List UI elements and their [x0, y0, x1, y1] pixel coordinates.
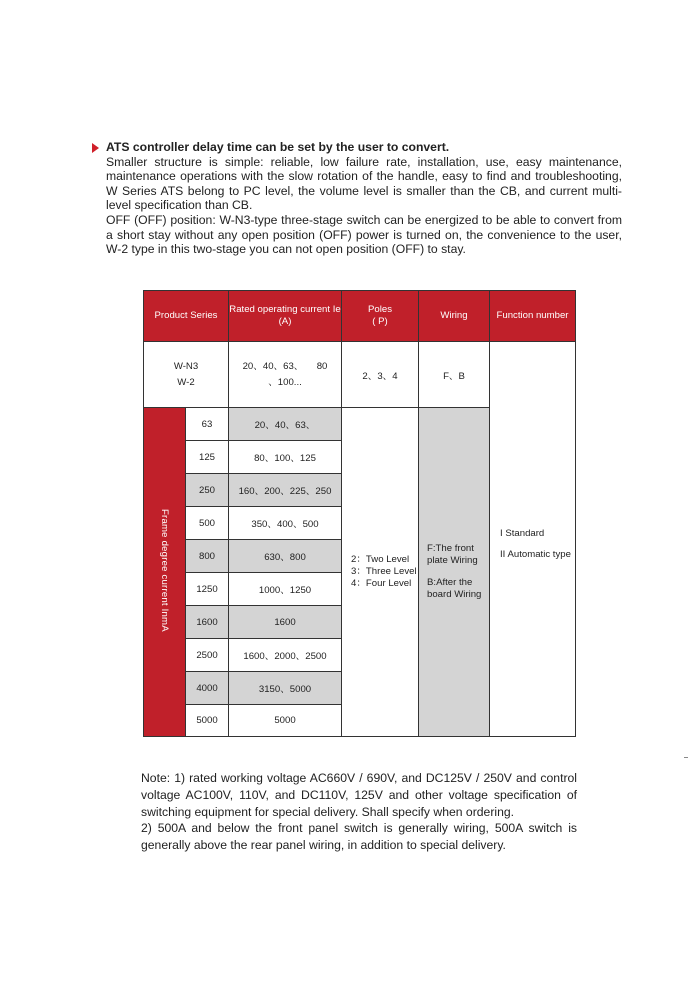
note-section [141, 770, 577, 854]
series-current-line2: 、100... [268, 376, 302, 388]
header-poles-line1: Poles [368, 304, 392, 315]
frame-value: 250 [186, 474, 229, 507]
header-rated-current-line2: (A) [278, 316, 292, 327]
frame-degree-label-cell [144, 408, 186, 737]
frame-current: 160、200、225、250 [229, 474, 342, 507]
frame-value: 2500 [186, 639, 229, 672]
note-line-2: 2) 500A and below the front panel switch is generally wiring, 500A switch is generally above the rear panel wiring, in addition to special delivery. [141, 821, 577, 853]
series-current-line1: 20、40、63、 80 [242, 360, 328, 372]
series-w-2: W-2 [177, 376, 195, 388]
wiring-back-line2: board Wiring [427, 589, 482, 600]
frame-current: 630、800 [229, 540, 342, 573]
header-poles [342, 291, 419, 342]
frame-current: 1600、2000、2500 [229, 639, 342, 672]
header-function-number: Function number [490, 291, 576, 342]
frame-current: 350、400、500 [229, 507, 342, 540]
wiring-front-line1: F:The front [427, 543, 474, 554]
frame-current: 20、40、63、 [229, 408, 342, 441]
header-rated-current [229, 291, 342, 342]
spec-table [143, 290, 576, 737]
frame-value: 5000 [186, 705, 229, 737]
frame-value: 1600 [186, 606, 229, 639]
poles-four-level: 4：Four Level [351, 578, 412, 589]
frame-current: 80、100、125 [229, 441, 342, 474]
intro-heading: ATS controller delay time can be set by the user to convert. [106, 140, 450, 154]
bullet-triangle-icon [92, 143, 99, 153]
header-product-series: Product Series [144, 291, 229, 342]
note-line-1: Note: 1) rated working voltage AC660V / 690V, and DC125V / 250V and control voltage AC100V, 110V, and DC110V, 125V and other voltage specification of switching equipment for special delivery. Shall specify when ordering. [141, 771, 577, 819]
cell-poles-detail [342, 408, 419, 737]
frame-value: 500 [186, 507, 229, 540]
cell-function-detail [490, 342, 576, 737]
series-w-n3: W-N3 [173, 360, 199, 372]
cell-series-poles: 2、3、4 [342, 342, 419, 408]
function-standard: I Standard [500, 527, 545, 539]
poles-two-level: 2：Two Level [351, 554, 410, 565]
header-rated-current-line1: Rated operating current Ie [229, 304, 341, 315]
frame-current: 5000 [229, 705, 342, 737]
cell-series [144, 342, 229, 408]
header-wiring: Wiring [419, 291, 490, 342]
table-row-series [144, 342, 576, 408]
margin-tick-mark [684, 757, 688, 758]
frame-current: 1000、1250 [229, 573, 342, 606]
frame-current: 1600 [229, 606, 342, 639]
frame-value: 1250 [186, 573, 229, 606]
frame-current: 3150、5000 [229, 672, 342, 705]
intro-heading-row [92, 140, 622, 155]
frame-value: 125 [186, 441, 229, 474]
intro-section [92, 140, 622, 257]
wiring-front-line2: plate Wiring [427, 555, 478, 566]
cell-series-wiring: F、B [419, 342, 490, 408]
intro-paragraph-1: Smaller structure is simple: reliable, low failure rate, installation, use, easy maintenance, maintenance operations with the slow rotation of the handle, easy to find and troubleshooting, W Series ATS belong to PC level, the volume level is smaller than the CB, and current multi-level specification than CB. [106, 154, 622, 213]
cell-series-current [229, 342, 342, 408]
frame-value: 4000 [186, 672, 229, 705]
header-poles-line2: ( P) [372, 316, 388, 327]
frame-degree-label: Frame degree current InmA [159, 509, 170, 632]
cell-wiring-detail [419, 408, 490, 737]
function-automatic: II Automatic type [500, 548, 571, 560]
frame-value: 63 [186, 408, 229, 441]
frame-value: 800 [186, 540, 229, 573]
table-header-row [144, 291, 576, 342]
wiring-back-line1: B:After the [427, 577, 473, 588]
intro-paragraph-2: OFF (OFF) position: W-N3-type three-stage switch can be energized to be able to convert from a short stay without any open position (OFF) power is turned on, the convenience to the user, W-2 type in this two-stage you can not open position (OFF) to stay. [106, 212, 622, 257]
poles-three-level: 3：Three Level [351, 566, 417, 577]
